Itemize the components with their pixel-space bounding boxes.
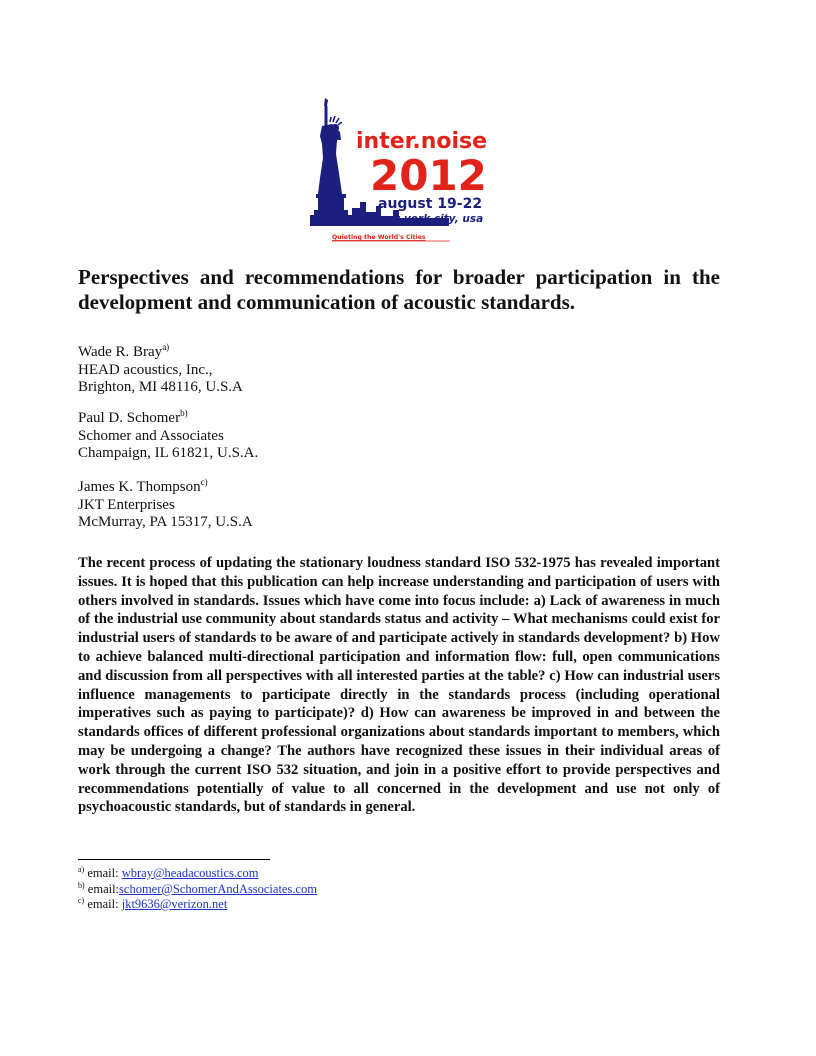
logo-line-4: new york city, usa xyxy=(376,213,484,225)
author-name: James K. Thompson xyxy=(78,479,201,495)
author-name-line xyxy=(78,479,253,497)
conference-logo xyxy=(310,98,500,246)
footnote-label: email: xyxy=(84,866,122,880)
email-link[interactable]: schomer@SchomerAndAssociates.com xyxy=(119,881,317,896)
author-1 xyxy=(78,344,243,397)
footnote-mark: c) xyxy=(78,896,85,905)
footnote xyxy=(78,882,317,898)
author-affiliation: JKT Enterprises xyxy=(78,496,175,513)
author-2 xyxy=(78,410,258,463)
paper-title: Perspectives and recommendations for broader participation in the development and communication of acoustic standards. xyxy=(78,265,720,314)
author-address: McMurray, PA 15317, U.S.A xyxy=(78,514,253,530)
author-name-line xyxy=(78,410,258,428)
author-address: Champaign, IL 61821, U.S.A. xyxy=(78,445,259,461)
email-link[interactable]: jkt9636@verizon.net xyxy=(121,897,228,911)
footnote xyxy=(78,866,317,882)
logo-line-2: 2012 xyxy=(370,151,487,200)
footnote-label: email: xyxy=(84,881,120,896)
author-name-line xyxy=(78,344,243,362)
abstract: The recent process of updating the stationary loudness standard ISO 532-1975 has revealed important issues. It is hoped that this publication can help increase understanding and participation of users with others involved in standards. Issues which have come into focus include: a) Lack of awareness in much of the industrial use community about standards status and activity – What mechanisms could exist for industrial users of standards to be aware of and participate actively in standards development? b) How to achieve balanced multi-directional participation and information flow: full, open communications and discussion from all perspectives with all interested parties at the table? c) How can industrial users influence managements to participate directly in the standards process (including operational imperatives such as paying to participate)? d) How can awareness be improved in and between the standards offices of different professional organizations about standards important to members, which may be undergoing a change? The authors have recognized these issues in their individual areas of work through the current ISO 532 situation, and join in a positive effort to provide perspectives and recommendations potentially of value to all concerned in the development and use not only of psychoacoustic standards, but of standards in general. xyxy=(78,555,720,816)
logo-line-3: august 19-22 xyxy=(378,196,483,212)
author-name: Wade R. Bray xyxy=(78,344,163,360)
logo-line-1: inter.noise xyxy=(356,129,488,154)
author-footnote-mark: c) xyxy=(200,477,208,487)
author-affiliation: HEAD acoustics, Inc., xyxy=(78,361,213,378)
footnote-mark: b) xyxy=(78,880,85,890)
statue-silhouette xyxy=(310,98,352,226)
footnote-divider xyxy=(78,859,270,860)
footnote-mark: a) xyxy=(78,865,85,874)
author-affiliation: Schomer and Associates xyxy=(78,427,224,444)
footnote-label: email: xyxy=(84,897,122,911)
logo-tagline: Quieting the World's Cities xyxy=(332,234,426,241)
author-address: Brighton, MI 48116, U.S.A xyxy=(78,379,243,395)
author-footnote-mark: a) xyxy=(162,342,170,352)
author-name: Paul D. Schomer xyxy=(78,410,181,426)
author-footnote-mark: b) xyxy=(180,408,188,418)
footnotes xyxy=(78,866,317,913)
email-link[interactable]: wbray@headacoustics.com xyxy=(121,866,259,880)
author-3 xyxy=(78,479,253,532)
footnote xyxy=(78,897,317,913)
statue-of-liberty-logo xyxy=(310,98,500,246)
